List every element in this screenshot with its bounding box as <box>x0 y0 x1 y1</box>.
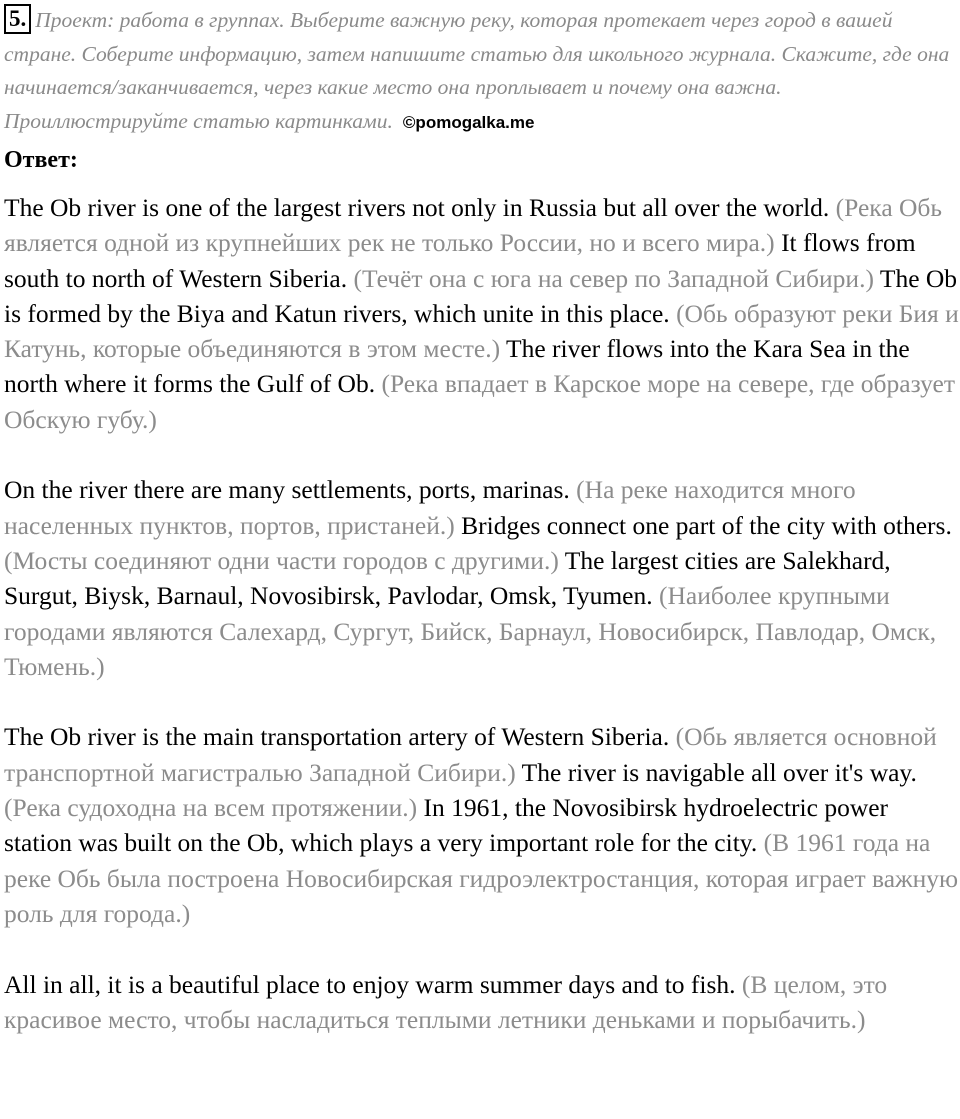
english-sentence: The Ob river is one of the largest rivers not only in Russia but all over the world. <box>4 193 830 222</box>
english-sentence: In 1961, the Novosibirsk hydroelectric power station was built on the Ob, which plays a very important role for the city. <box>4 793 889 858</box>
watermark: ©pomogalka.me <box>402 112 535 132</box>
english-sentence: The largest cities are Salekhard, Surgut, Biysk, Barnaul, Novosibirsk, Pavlodar, Omsk, Tyumen. <box>4 545 891 611</box>
russian-translation: (Течёт она с юга на север по Западной Сибири.) <box>353 263 874 293</box>
russian-translation: (Река судоходна на всем протяжении.) <box>4 793 418 823</box>
english-sentence: The river flows into the Kara Sea in the north where it forms the Gulf of Ob. <box>4 334 910 399</box>
answer-body <box>4 190 960 1072</box>
russian-translation: (Обь является основной транспортной магистралью Западной Сибири.) <box>4 722 937 787</box>
english-sentence: It flows from south to north of Western Siberia. <box>4 228 916 293</box>
english-sentence: On the river there are many settlements, ports, marinas. <box>4 475 570 505</box>
russian-translation: (Река Обь является одной из крупнейших рек не только России, но и всего мира.) <box>4 193 943 258</box>
answer-label: Ответ: <box>4 147 78 173</box>
russian-translation: (Наиболее крупными городами являются Салехард, Сургут, Бийск, Барнаул, Новосибирск, Павлодар, Омск, Тюмень.) <box>4 581 937 681</box>
english-sentence: All in all, it is a beautiful place to enjoy warm summer days and to fish. <box>4 969 736 999</box>
russian-translation: (В целом, это красивое место, чтобы насладиться теплыми летники деньками и порыбачить.) <box>4 969 888 1034</box>
answer-paragraph <box>4 472 960 684</box>
task-text: Проект: работа в группах. Выберите важную реку, которая протекает через город в вашей стране. Соберите информацию, затем напишите статью для школьного журнала. Скажите, где она начинается/заканчивается, через какие место она проплывает и почему она важна. Проиллюстрируйте статью картинками. <box>4 8 950 133</box>
answer-paragraph <box>4 190 960 437</box>
english-sentence: The river is navigable all over it's way. <box>521 757 917 787</box>
russian-translation: (Обь образуют реки Бия и Катунь, которые объединяются в этом месте.) <box>4 298 959 364</box>
answer-paragraph <box>4 967 960 1038</box>
english-sentence: The Ob river is the main transportation artery of Western Siberia. <box>4 722 670 752</box>
russian-translation: (Мосты соединяют одни части городов с другими.) <box>4 545 559 575</box>
english-sentence: Bridges connect one part of the city with others. <box>461 510 952 540</box>
russian-translation: (В 1961 года на реке Обь была построена Новосибирская гидроэлектростанция, которая играет важную роль для города.) <box>4 828 959 928</box>
english-sentence: The Ob is formed by the Biya and Katun rivers, which unite in this place. <box>4 263 958 328</box>
russian-translation: (На реке находится много населенных пунктов, портов, пристаней.) <box>4 475 856 540</box>
russian-translation: (Река впадает в Карское море на севере, где образует Обскую губу.) <box>4 369 955 434</box>
task-statement <box>4 4 956 139</box>
answer-paragraph <box>4 719 960 931</box>
task-number: 5. <box>4 4 31 34</box>
